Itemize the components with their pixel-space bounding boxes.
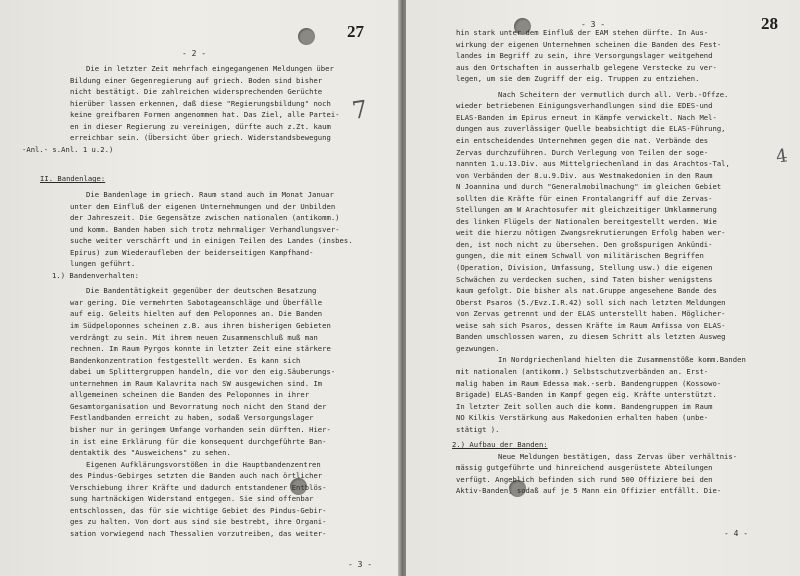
text-line: unter dem Einfluß der eigenen Unternehmungen und der Unbilden xyxy=(70,201,336,211)
text-line: Bandenkonzentration festgestellt werden. Es kann sich xyxy=(70,355,301,365)
typed-page-number: - 3 - xyxy=(348,560,373,569)
text-line: (Operation, Division, Umfassung, Stellung usw.) die eigenen xyxy=(456,263,713,272)
text-line: verfügt. Angeblich befinden sich rund 500 Offiziere bei den xyxy=(456,474,713,484)
text-line: nicht bestätigt. Die zahlreichen widersprechenden Gerüchte xyxy=(70,87,323,97)
text-line: unternehmen im Raum Kalavrita nach SW ausgewichen sind. Im xyxy=(70,378,323,388)
text-line: weise sah sich Psaros, dessen Kräfte im Raum Amfissa von ELAS- xyxy=(456,320,726,330)
text-line: suche weiter verschärft und in einigen Teilen des Landes (insbes. xyxy=(70,236,353,246)
text-line: Aktiv-Banden, sodaß auf je 5 Mann ein Offizier entfällt. Die- xyxy=(456,486,722,496)
typed-page-number: - 4 - xyxy=(724,529,749,538)
text-line: ges zu halten. Von dort aus sind sie bestrebt, ihre Organi- xyxy=(70,517,327,527)
text-line: dabei um Splittergruppen handeln, die vor den eig.Säuberungs- xyxy=(70,367,336,377)
text-line: malig haben im Raum Edessa mak.-serb. Bandengruppen (Kossowo- xyxy=(456,378,722,388)
text-line: hin stark unter dem Einfluß der EAM stehen dürfte. In Aus- xyxy=(456,28,709,37)
text-line: Eigenen Aufklärungsvorstößen in die Hauptbandenzentren xyxy=(86,459,321,469)
text-line: und komm. Banden haben sich trotz mehrmaliger Verhandlungsver- xyxy=(70,224,340,234)
text-line: Stellungen am W Arachtosufer mit gleichzeitiger Umklammerung xyxy=(456,205,717,215)
text-line: nannten 1.u.13.Div. aus Mittelgriechenland in das Arachtos-Tal, xyxy=(456,159,730,169)
text-line: lungen geführt. xyxy=(70,259,136,269)
text-line: Bildung einer Gegenregierung auf griech. Boden sind bisher xyxy=(70,75,323,85)
text-line: 1.) Bandenverhalten: xyxy=(52,270,139,280)
text-line: in ist eine Erklärung für die konsequent durchgeführte Ban- xyxy=(70,436,327,446)
text-line: In Nordgriechenland hielten die Zusammenstöße komm.Banden xyxy=(498,355,746,365)
text-line: NO Kilkis Verstärkung aus Makedonien erhalten haben (unbe- xyxy=(456,413,709,423)
text-line: ELAS-Banden im Epirus erneut in Kämpfe verwickelt. Nach Mel- xyxy=(456,112,717,122)
text-line: den, ist noch nicht zu übersehen. Den großspurigen Ankündi- xyxy=(456,239,713,249)
text-line: war gering. Die vermehrten Sabotageanschläge und Überfälle xyxy=(70,297,323,307)
text-line: der Jahreszeit. Die Gegensätze zwischen nationalen (antikomm.) xyxy=(70,213,340,223)
text-line: en in dieser Regierung zu vereinigen, dürfte auch z.Zt. kaum xyxy=(70,121,331,131)
text-line: bisher nur in geringem Umfange vorhanden sein dürften. Hier- xyxy=(70,424,331,434)
text-line: Schwächen zu verdecken suchen, sind Taten bisher wenigstens xyxy=(456,274,713,284)
text-line: dungen aus zuverlässiger Quelle beabsichtigt die ELAS-Führung, xyxy=(456,124,726,134)
typed-page-number: - 3 - xyxy=(581,20,606,29)
text-line: sung hartnäckigen Widerstand entgegen. Sie sind offenbar xyxy=(70,494,314,504)
pencil-annotation: 4 xyxy=(774,145,789,168)
text-line: weit die hierzu nötigen Zwangsrekrutierungen Erfolg haben wer- xyxy=(456,228,726,238)
text-line: Verschiebung ihrer Kräfte und dadurch entstandener Entblös- xyxy=(70,482,327,492)
text-line: ein entscheidendes Unternehmen gegen die nat. Verbände des xyxy=(456,135,709,145)
text-line: von Verbänden der 8.u.9.Div. aus Westmakedonien in den Raum xyxy=(456,170,713,180)
text-line: gungen, die mit einem Schwall von militärischen Begriffen xyxy=(456,251,704,261)
text-line: gezwungen. xyxy=(456,343,500,353)
text-line: verdrängt zu sein. Mit ihrem neuen Zusammenschluß muß man xyxy=(70,332,318,342)
text-line: wieder betriebenen Einigungsverhandlungen sind die EDES-und xyxy=(456,101,713,111)
text-line: landes im Begriff zu sein, ihre Versorgungslager weitgehend xyxy=(456,51,713,61)
text-line: allgemeinen scheinen die Banden des Peloponnes in ihrer xyxy=(70,390,310,400)
text-line: Neue Meldungen bestätigen, dass Zervas über verhältnis- xyxy=(498,451,738,461)
archive-page-number: 28 xyxy=(761,14,778,33)
text-line: mässig gutgeführte und hinreichend ausgerüstete Abteilungen xyxy=(456,463,713,473)
text-line: des Pindus-Gebirges setzten die Banden auch nach örtlicher xyxy=(70,471,323,481)
text-line: aus den Ortschaften in ausserhalb gelegene Verstecke zu ver- xyxy=(456,62,717,72)
text-line: Epirus) zum Wiederaufleben der beiderseitigen Kampfhand- xyxy=(70,247,314,257)
text-line: sation vorwiegend nach Thessalien vorzutreiben, das weiter- xyxy=(70,528,327,538)
text-line: erreichbar sein. (Übersicht über griech. Widerstandsbewegung xyxy=(70,133,331,143)
text-line: wirkung der eigenen Unternehmen scheinen die Banden des Fest- xyxy=(456,39,722,49)
text-line: Festlandbanden erreicht zu haben, sodaß Versorgungslager xyxy=(70,413,314,423)
text-line: auf eig. Geleits hielten auf dem Peloponnes an. Die Banden xyxy=(70,309,323,319)
text-line: Die in letzter Zeit mehrfach eingegangenen Meldungen über xyxy=(86,64,334,73)
text-line: II. Bandenlage: xyxy=(40,174,106,184)
text-line: Die Bandenlage im griech. Raum stand auch im Monat Januar xyxy=(86,189,334,199)
text-line: rechnen. Im Raum Pyrgos konnte in letzter Zeit eine stärkere xyxy=(70,344,331,354)
pencil-annotation: 7 xyxy=(350,95,370,125)
text-line: keine greifbaren Formen angenommen hat. Das Ziel, alle Partei- xyxy=(70,110,340,120)
text-line: Nach Scheitern der vermutlich durch all. Verb.-Offze. xyxy=(498,89,729,99)
punch-hole xyxy=(298,28,315,45)
text-line: Gesamtorganisation und Bevorratung noch nicht den Stand der xyxy=(70,401,327,411)
text-line: Zervas durchzuführen. Durch Verlegung von Teilen der soge- xyxy=(456,147,709,157)
text-line: des linken Flügels der Nationalen bereitgestellt werden. Wie xyxy=(456,216,717,226)
text-line: von Zervas getrennt und der ELAS unterstellt haben. Möglicher- xyxy=(456,309,726,319)
text-line: dentaktik des "Ausweichens" zu sehen. xyxy=(70,448,231,458)
text-line: 2.) Aufbau der Banden: xyxy=(452,440,548,450)
text-line: -Anl.- s.Anl. 1 u.2.) xyxy=(22,144,114,154)
text-line: Brigade) ELAS-Banden im Kampf gegen eig. Kräfte unterstützt. xyxy=(456,390,717,400)
text-line: kaum gefolgt. Die bisher als nat.Gruppe angesehene Bande des xyxy=(456,286,717,296)
text-line: im Südpeloponnes scheinen z.B. aus ihren bisherigen Gebieten xyxy=(70,321,331,330)
text-line: sollten die Kräfte für einen Frontalangriff auf die Zervas- xyxy=(456,193,713,203)
archive-page-number: 27 xyxy=(347,22,364,41)
text-line: entschlossen, das für sie wichtige Gebiet des Pindus-Gebir- xyxy=(70,505,327,515)
text-line: legen, um sie dem Zugriff der eig. Truppen zu entziehen. xyxy=(456,74,700,84)
text-line: Banden umschlossen waren, zu diesem Schritt als letzten Ausweg xyxy=(456,332,726,342)
text-line: In letzter Zeit sollen auch die komm. Bandengruppen im Raum xyxy=(456,401,713,411)
typed-page-number: - 2 - xyxy=(182,49,207,58)
text-line: N Joannina und durch "Generalmobilmachung" im gleichen Gebiet xyxy=(456,182,722,192)
text-line: stätigt ). xyxy=(456,424,500,434)
right-page xyxy=(406,0,800,576)
text-line: Die Bandentätigkeit gegenüber der deutschen Besatzung xyxy=(86,286,317,296)
text-line: mit nationalen (antikomm.) Selbstschutzverbänden an. Erst- xyxy=(456,366,709,376)
text-line: Oberst Psaros (5./Evz.I.R.42) soll sich nach letzten Meldungen xyxy=(456,297,726,307)
text-line: hierüber lassen erkennen, daß diese "Regierungsbildung" noch xyxy=(70,98,331,108)
